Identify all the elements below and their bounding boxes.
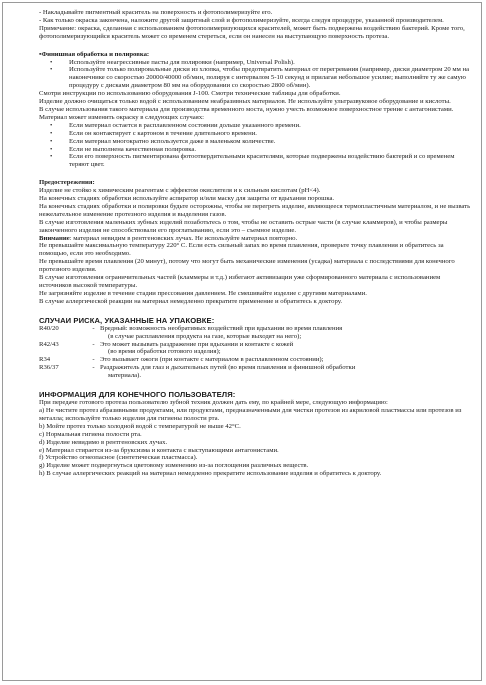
risk-row: R36/37 - Раздражитель для глаз и дыхательных путей (во время плавления и финишной обработки материала). — [39, 364, 473, 380]
paragraph: Не загрязняйте изделие в течение стадии прессования давлением. Не смешивайте изделие с другими материалами. — [39, 289, 367, 297]
paragraph: Изделие должно очищаться только водой с использованием неабразивных материалов. Не используйте ультразвуковое оборудование и кислоты. — [39, 98, 451, 106]
paragraph: При передаче готового протеза пользователю зубной техник должен дать ему, по крайней мере, следующую информацию: — [39, 399, 388, 407]
intro-line: - Накладывайте пигментный краситель на поверхность и фотополимеризуйте его. — [39, 9, 273, 16]
warnings-heading: Предостережения: — [39, 179, 95, 187]
risk-code: R34 — [39, 356, 51, 364]
paragraph: Смотри инструкции по использованию оборудования J-100. Смотри технические таблицы для обработки. — [39, 90, 341, 98]
risk-text-cont: (в случае расплавления продукта на газе, которые выходят на него); — [108, 332, 302, 340]
paragraph: Не превышайте время плавления (20 минут), потому что могут быть механические изменения (усадка) материала с последствиями для конечного протезного изделия. — [39, 258, 455, 274]
list-item: c) Нормальная гигиена полости рта. — [39, 430, 142, 438]
finish-bullets — [39, 59, 473, 91]
paragraph: На конечных стадиях обработки используйте аспиратор и/или маску для защиты от вдыхания порошка. — [39, 195, 335, 203]
risk-code: R40/20 — [39, 324, 59, 332]
user-info-heading: ИНФОРМАЦИЯ ДЛЯ КОНЕЧНОГО ПОЛЬЗОВАТЕЛЯ: — [39, 390, 236, 400]
intro-section — [39, 9, 473, 41]
risk-code: R36/37 — [39, 364, 59, 372]
warnings-section — [39, 179, 473, 306]
risk-text: Это вызывает ожоги (при контакте с материалом в расплавленном состоянии); — [100, 356, 324, 364]
paragraph: В случае аллергической реакции на материал немедленно прекратите применение и обратитесь к доктору. — [39, 297, 343, 305]
paragraph: Изделие не стойко к химическим реагентам с эффектом окислителя и к сильным кислотам (pH<4). — [39, 187, 321, 195]
paragraph: В случае использования такого материала для производства временного моста, нужно учесть возможное поверхностное трение с антагонистами. — [39, 105, 454, 113]
list-item: f) Устройство огнеопасное (синтетическая пластмасса). — [39, 454, 198, 462]
list-item: • Если материал остается в расплавленном состоянии дольше указанного времени. — [39, 122, 473, 130]
risk-code: R42/43 — [39, 340, 59, 348]
list-item: • Если он контактирует с картоном в течение длительного времени. — [39, 130, 473, 138]
list-item: • Если не выполнена качественная полировка. — [39, 146, 473, 154]
risk-row: R40/20 - Вредный: возможность необратимых воздействий при вдыхании во время плавления (в случае расплавления продукта на газе, которые выходят на него); — [39, 325, 473, 341]
risk-section — [39, 316, 473, 380]
list-item: d) Изделие невидимо в рентгеновских лучах. — [39, 438, 168, 446]
list-item: b) Мойте протез только холодной водой с температурой не выше 42°С. — [39, 422, 241, 430]
risk-text: Раздражитель для глаз и дыхательных путей (во время плавления и финишной обработки — [100, 364, 356, 372]
risk-text: Это может вызывать раздражение при вдыхании и контакте с кожей — [100, 340, 294, 348]
risk-row: R34 - Это вызывает ожоги (при контакте с материалом в расплавленном состоянии); — [39, 356, 473, 364]
paragraph: Материал может изменить окраску в следующих случаях: — [39, 113, 205, 121]
paragraph: Не превышайте максимальную температуру 220° С. Если есть сильный запах во время плавления, проверьте точку плавления и обратитесь за помощью, если это необходимо. — [39, 242, 444, 258]
risk-text-cont: (во время обработки готового изделия); — [108, 348, 221, 356]
attention-text: : материал невидим в рентгеновских лучах. Не используйте материал повторно. — [69, 234, 298, 242]
list-item: • Используйте неагрессивные пасты для полировки (например, Universal Polish). — [39, 59, 473, 67]
paragraph: В случае изготовления маленьких зубных изделий позаботьтесь о том, чтобы не оставить острые части (в случае кламмеров), и чтобы размеры законченного изделия не способствовали его проглатыванию, если это – съемное изделие. — [39, 218, 448, 234]
list-item: a) Не чистите протез абразивными продуктами, или продуктами, предназначенными для чистки протезов из акриловой пластмассы или протезов из металла; используйте только изделия для гигиены полости рта. — [39, 406, 462, 422]
risk-text: Вредный: возможность необратимых воздействий при вдыхании во время плавления — [100, 324, 343, 332]
list-item: h) В случае аллергических реакций на материал немедленно прекратите использование изделия и обратитесь к доктору. — [39, 470, 382, 478]
risk-heading: СЛУЧАИ РИСКА, УКАЗАННЫЕ НА УПАКОВКЕ: — [39, 315, 215, 325]
user-info-section — [39, 390, 473, 478]
finish-heading: •Финишная обработка и полировка: — [39, 50, 150, 58]
list-item: • Используйте только полировальные диски из хлопка, чтобы предотвратить материал от перегревания (например, диски диаметром 20 мм на наконечнике со скоростью 20000/40000 об/мин, полируя с интервалом 5-10 секунд и прилагая небольшое усилие; выполняйте ту же самую процедуру с дисками диаметром 80 мм на оборудовании со скоростью 2800 об/мин). — [39, 66, 473, 90]
attention-label: Внимание — [39, 234, 70, 242]
intro-line: - Как только окраска закончена, наложите другой защитный слой и фотополимеризуйте, всегда следуя процедуре, указанной производителем. — [39, 16, 444, 24]
finish-section — [39, 51, 473, 170]
color-change-cases — [39, 122, 473, 169]
intro-note: Примечание: окраска, сделанная с использованием фотополимеризующихся красителей, может быть подвержена воздействию бактерий. Кроме того, фотополимеризующийся краситель может со временем стереться, если он нанесен на выступающую поверхность протеза. — [39, 24, 465, 40]
list-item: • Если материал многократно используется даже в маленьком количестве. — [39, 138, 473, 146]
risk-row: R42/43 - Это может вызывать раздражение при вдыхании и контакте с кожей (во время обработки готового изделия); — [39, 341, 473, 357]
paragraph: На конечных стадиях обработки и полировки будьте осторожны, чтобы не перегреть изделие, являющееся термопластичным материалом, и не вызвать нежелательное изменение протезного изделия и выделения газов. — [39, 202, 471, 218]
list-item: g) Изделие может подвергнуться цветовому изменению из-за поглощения различных веществ. — [39, 462, 309, 470]
risk-text-cont: материала). — [108, 372, 142, 380]
attention-line — [39, 235, 473, 243]
list-item: e) Материал стирается из-за бруксизма и контакта с выступающими антагонистами. — [39, 446, 279, 454]
document-page — [2, 2, 482, 681]
paragraph: В случае изготовления ограничительных частей (кламмеры и т.д.) избегают активизации уже сформированного материала с использованием источников высокой температуры. — [39, 274, 441, 289]
list-item: • Если его поверхность пигментирована фотоотвердительными красителями, которые подвержены воздействию бактерий и со временем теряют цвет. — [39, 153, 473, 169]
